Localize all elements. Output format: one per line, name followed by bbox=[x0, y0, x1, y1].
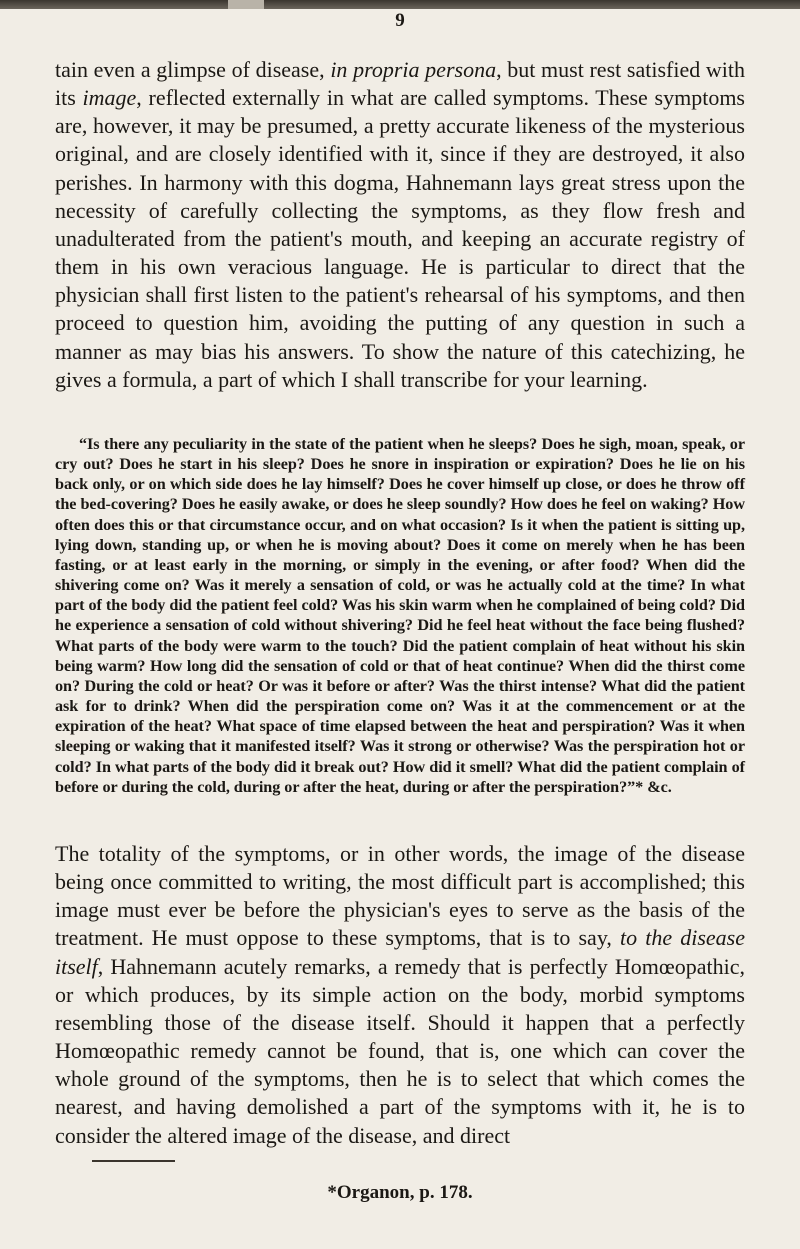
top-edge-rule-gap bbox=[228, 0, 264, 9]
closing-paragraph-block bbox=[55, 840, 745, 1150]
closing-paragraph bbox=[55, 840, 745, 1150]
quoted-formula-block bbox=[55, 434, 745, 797]
footnote-rule bbox=[92, 1160, 175, 1162]
opening-paragraph-text-before: tain even a glimpse of disease, bbox=[55, 57, 331, 82]
top-edge-rule bbox=[0, 0, 800, 9]
opening-paragraph-italic-phrase: in propria persona bbox=[330, 57, 497, 82]
opening-paragraph-italic-word: image bbox=[82, 85, 137, 111]
closing-paragraph-text-after: , Hahnemann acutely remarks, a remedy that is perfectly Homœopathic, or which produces, by its simple action on the body, morbid symptoms resembling those of the disease itself. Should it happen that a perfectly Homœopathic remedy cannot be found, that is, one which can cover the whole ground of the symptoms, then he is to select that which comes the nearest, and having demolished a part of the symptoms with it, he is to consider the altered image of the disease, and direct bbox=[55, 953, 745, 1148]
opening-paragraph bbox=[55, 56, 745, 394]
opening-paragraph-block bbox=[55, 56, 745, 394]
page-number: 9 bbox=[395, 10, 405, 31]
closing-paragraph-text-before: The totality of the symptoms, or in other words, the image of the disease being once committed to writing, the most difficult part is accomplished; this image must ever be before the physician's eyes to serve as the basis of the treatment. He must oppose to these symptoms, that is to say, bbox=[55, 841, 745, 951]
closing-paragraph-italic-phrase: to the disease itself bbox=[55, 925, 745, 979]
quoted-formula-text: “Is there any peculiarity in the state of the patient when he sleeps? Does he sigh, moan, speak, or cry out? Does he start in his sleep? Does he snore in inspiration or expiration? Does he lie on his back only, or on which side does he lay himself? Does he cover himself up close, or does he throw off the bed-covering? Does he easily awake, or does he sleep soundly? How does he feel on waking? How often does this or that circumstance occur, and on what occasion? Is it when the patient is sitting up, lying down, standing up, or when he is moving about? Does it come on merely when he has been fasting, or at least early in the morning, or simply in the evening, or after food? When did the shivering come on? Was it merely a sensation of cold, or was he actually cold at the time? In what part of the body did the patient feel cold? Was his skin warm when he complained of being cold? Did he experience a sensation of cold without shivering? Did he feel heat without the face being flushed? What parts of the body were warm to the touch? Did the patient complain of heat without his skin being warm? How long did the sensation of cold or that of heat continue? When did the thirst come on? During the cold or heat? Or was it before or after? Was the thirst intense? What did the patient ask for to drink? When did the perspiration come on? Was it at the commencement or at the expiration of the heat? What space of time elapsed between the heat and perspiration? Was it when sleeping or waking that it manifested itself? Was it strong or otherwise? Was the perspiration hot or cold? In what parts of the body did it break out? How did it smell? What did the patient complain of before or during the cold, during or after the heat, during or after the perspiration?”* &c. bbox=[55, 435, 745, 796]
footnote: *Organon, p. 178. bbox=[327, 1182, 473, 1203]
opening-paragraph-text-after: , reflected externally in what are called symptoms. These symptoms are, however, it may be presumed, a pretty accurate likeness of the mysterious original, and are closely identified with it, since if they are destroyed, it also perishes. In harmony with this dogma, Hahnemann lays great stress upon the necessity of carefully collecting the symptoms, as they flow fresh and unadulterated from the patient's mouth, and keeping an accurate registry of them in his own veracious language. He is particular to direct that the physician shall first listen to the patient's rehearsal of his symptoms, and then proceed to question him, avoiding the putting of any question in such a manner as may bias his answers. To show the nature of this catechizing, he gives a formula, a part of which I shall transcribe for your learning. bbox=[55, 85, 745, 392]
opening-paragraph-text-middle: , but must rest satisfied with its bbox=[55, 57, 746, 111]
